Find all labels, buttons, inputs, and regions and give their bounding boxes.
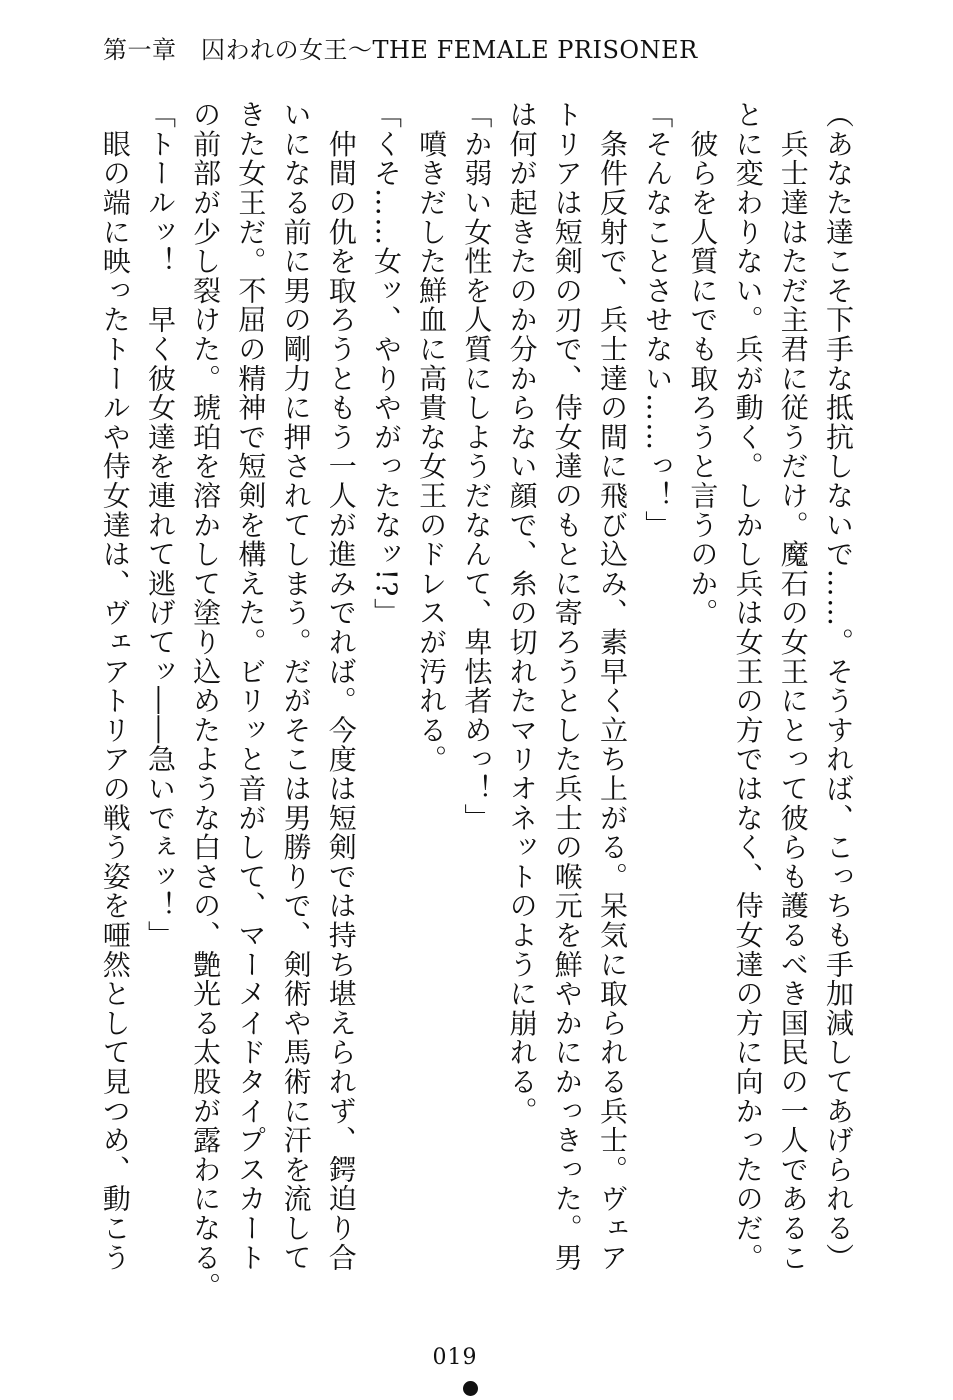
running-head: 第一章 囚われの女王～THE FEMALE PRISONER bbox=[103, 36, 698, 64]
text-column: の前部が少し裂けた。琥珀を溶かして塗り込めたような白さの、艶光る太股が露わになる。 bbox=[189, 100, 223, 1302]
text-column: （あなた達こそ下手な抵抗しないで……。そうすれば、こっちも手加減してあげられる） bbox=[822, 100, 855, 1272]
text-column: 「そんなことさせない……っ！」 bbox=[641, 100, 675, 540]
text-column: 彼らを人質にでも取ろうと言うのか。 bbox=[686, 100, 720, 628]
text-column: 「か弱い女性を人質にしようだなんて、卑怯者めっ！」 bbox=[460, 100, 494, 833]
text-column: 眼の端に映ったトールや侍女達は、ヴェアトリアの戦う姿を唖然として見つめ、動こう bbox=[98, 100, 132, 1272]
text-column: 条件反射で、兵士達の間に飛び込み、素早く立ち上がる。呆気に取られる兵士。ヴェア bbox=[595, 100, 629, 1272]
text-column: トリアは短剣の刃で、侍女達のもとに寄ろうとした兵士の喉元を鮮やかにかっきった。男 bbox=[550, 100, 584, 1272]
text-column: 兵士達はただ主君に従うだけ。魔石の女王にとって彼らも護るべき国民の一人であるこ bbox=[776, 100, 810, 1272]
page-number: 019 bbox=[432, 1345, 478, 1370]
text-column: とに変わりない。兵が動く。しかし兵は女王の方ではなく、侍女達の方に向かったのだ。 bbox=[731, 100, 765, 1272]
text-column: いになる前に男の剛力に押されてしまう。だがそこは男勝りで、剣術や馬術に汗を流して bbox=[279, 100, 313, 1272]
text-column: 噴きだした鮮血に高貴な女王のドレスが汚れる。 bbox=[415, 100, 449, 774]
text-column: 「くそ……女ッ、やりやがったなッ!?」 bbox=[369, 100, 403, 627]
text-column: は何が起きたのか分からない顔で、糸の切れたマリオネットのように崩れる。 bbox=[505, 100, 539, 1126]
text-column: 仲間の仇を取ろうともう一人が進みでれば。今度は短剣では持ち堪えられず、鍔迫り合 bbox=[324, 100, 358, 1272]
text-column: 「トールッ！ 早く彼女達を連れて逃げてッ――急いでぇッ！」 bbox=[143, 100, 177, 950]
text-column: きた女王だ。不屈の精神で短剣を構えた。ビリッと音がして、マーメイドタイプスカート bbox=[234, 100, 268, 1272]
body-text bbox=[93, 100, 861, 1300]
page-ornament-dot bbox=[463, 1381, 478, 1396]
